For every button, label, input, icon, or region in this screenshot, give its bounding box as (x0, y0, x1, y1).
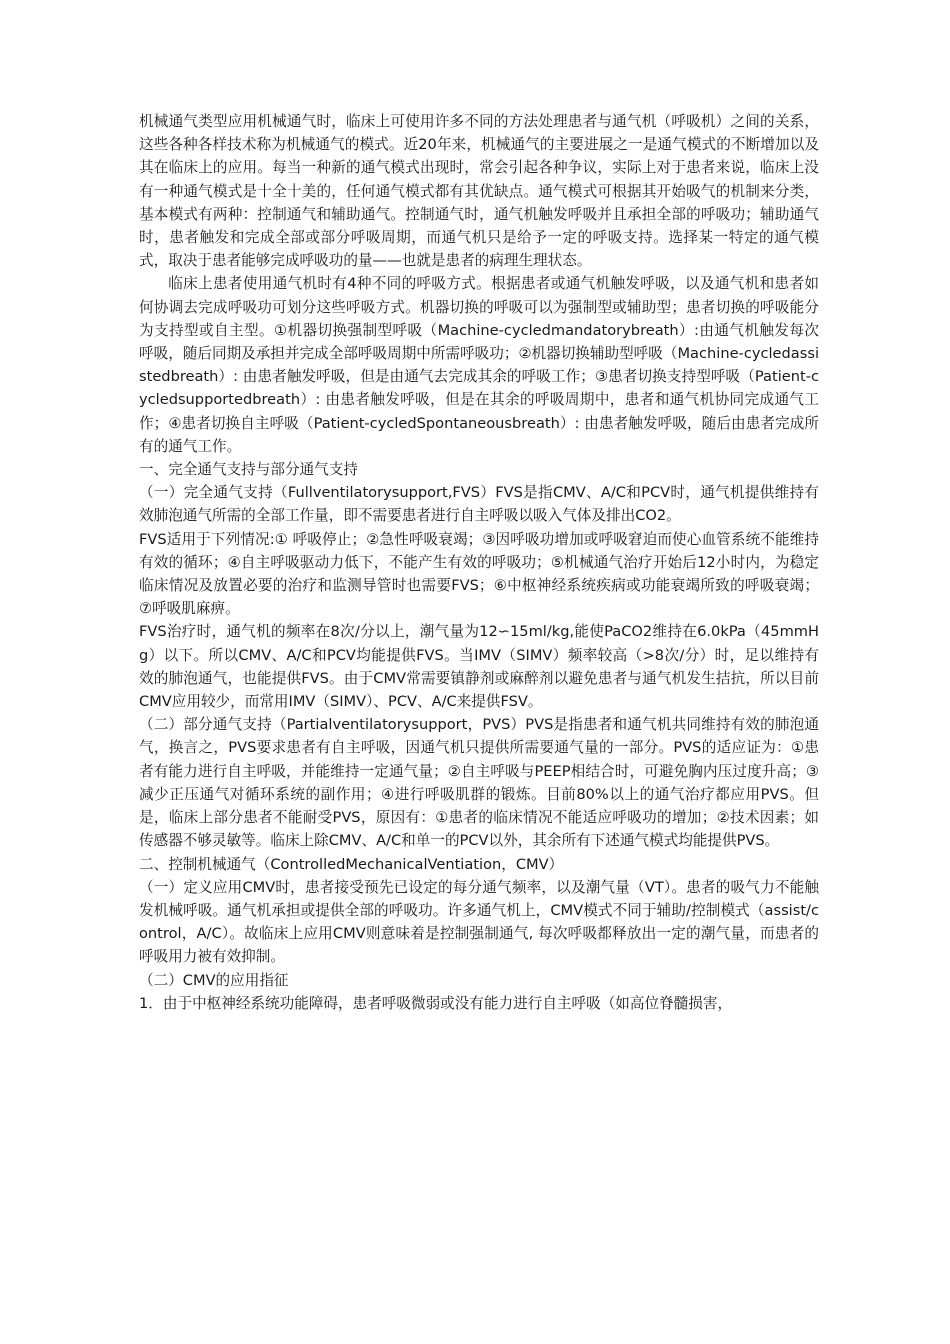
document-body (139, 110, 819, 1015)
paragraph-cmv-indication-1: 1．由于中枢神经系统功能障碍，患者呼吸微弱或没有能力进行自主呼吸（如高位脊髓损害， (139, 994, 733, 1012)
paragraph-fvs-definition: （一）完全通气支持（Fullventilatorysupport,FVS）FVS是指CMV、A/C和PCV时，通气机提供维持有效肺泡通气所需的全部工作量，即不需要患者进行自主呼吸以吸入气体及排出CO2。 (139, 484, 819, 525)
paragraph-fvs-treatment: FVS治疗时，通气机的频率在8次/分以上，潮气量为12∽15ml/kg,能使PaCO2维持在6.0kPa（45mmHg）以下。所以CMV、A/C和PCV均能提供FVS。当IMV（SIMV）频率较高（>8次/分）时，足以维持有效的肺泡通气，也能提供FVS。由于CMV常需要镇静剂或麻醉剂以避免患者与通气机发生拮抗，所以目前CMV应用较少，而常用IMV（SIMV）、PCV、A/C来提供FSV。 (139, 623, 819, 711)
paragraph-fvs-indications: FVS适用于下列情况:① 呼吸停止；②急性呼吸衰竭；③因呼吸功增加或呼吸窘迫而使心血管系统不能维持有效的循环；④自主呼吸驱动力低下，不能产生有效的呼吸功；⑤机械通气治疗开始后12小时内，为稳定临床情况及放置必要的治疗和监测导管时也需要FVS；⑥中枢神经系统疾病或功能衰竭所致的呼吸衰竭；⑦呼吸肌麻痹。 (139, 530, 819, 618)
paragraph-cmv-definition: （一）定义应用CMV时，患者接受预先已设定的每分通气频率，以及潮气量（VT）。患者的吸气力不能触发机械呼吸。通气机承担或提供全部的呼吸功。许多通气机上，CMV模式不同于辅助/控制模式（assist/control，A/C）。故临床上应用CMV则意味着是控制强制通气, 每次呼吸都释放出一定的潮气量，而患者的呼吸用力被有效抑制。 (139, 878, 819, 966)
section-heading-1: 一、完全通气支持与部分通气支持 (139, 461, 358, 479)
paragraph-intro: 机械通气类型应用机械通气时，临床上可使用许多不同的方法处理患者与通气机（呼吸机）之间的关系，这些各种各样技术称为机械通气的模式。近20年来，机械通气的主要进展之一是通气模式的不断增加以及其在临床上的应用。每当一种新的通气模式出现时，常会引起各种争议，实际上对于患者来说，临床上没有一种通气模式是十全十美的，任何通气模式都有其优缺点。通气模式可根据其开始吸气的机制来分类，基本模式有两种：控制通气和辅助通气。控制通气时，通气机触发呼吸并且承担全部的呼吸功；辅助通气时，患者触发和完成全部或部分呼吸周期，而通气机只是给予一定的呼吸支持。选择某一特定的通气模式，取决于患者能够完成呼吸功的量——也就是患者的病理生理状态。 (139, 113, 819, 270)
section-heading-2: 二、控制机械通气（ControlledMechanicalVentiation，CMV） (139, 855, 564, 873)
paragraph-breathing-modes: 临床上患者使用通气机时有4种不同的呼吸方式。根据患者或通气机触发呼吸，以及通气机和患者如何协调去完成呼吸功可划分这些呼吸方式。机器切换的呼吸可以为强制型或辅助型；患者切换的呼吸能分为支持型或自主型。①机器切换强制型呼吸（Machine-cycledmandatorybreath）:由通气机触发每次呼吸，随后同期及承担并完成全部呼吸周期中所需呼吸功；②机器切换辅助型呼吸（Machine-cycledassistedbreath）: 由患者触发呼吸，但是由通气去完成其余的呼吸工作；③患者切换支持型呼吸（Patient-cycledsupportedbreath）: 由患者触发呼吸，但是在其余的呼吸周期中，患者和通气机协同完成通气工作；④患者切换自主呼吸（Patient-cycledSpontaneousbreath）: 由患者触发呼吸，随后由患者完成所有的通气工作。 (139, 275, 820, 455)
subsection-heading-cmv-indications: （二）CMV的应用指征 (139, 971, 289, 989)
paragraph-pvs: （二）部分通气支持（Partialventilatorysupport，PVS）PVS是指患者和通气机共同维持有效的肺泡通气，换言之，PVS要求患者有自主呼吸，因通气机只提供所需要通气量的一部分。PVS的适应证为：①患者有能力进行自主呼吸，并能维持一定通气量；②自主呼吸与PEEP相结合时，可避免胸内压过度升高；③减少正压通气对循环系统的副作用；④进行呼吸肌群的锻炼。目前80%以上的通气治疗都应用PVS。但是，临床上部分患者不能耐受PVS，原因有：①患者的临床情况不能适应呼吸功的增加；②技术因素；如传感器不够灵敏等。临床上除CMV、A/C和单一的PCV以外，其余所有下述通气模式均能提供PVS。 (139, 716, 819, 850)
